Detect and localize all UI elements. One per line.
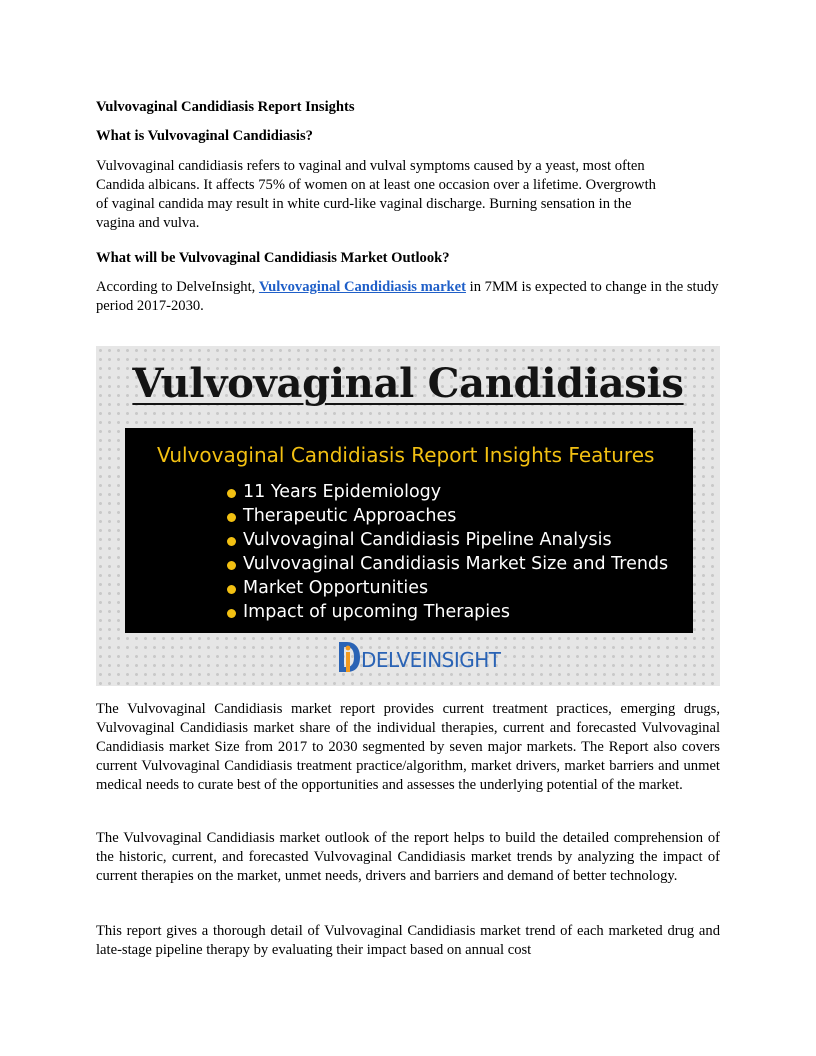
report-banner-image [96,346,720,686]
delveinsight-logo [337,638,501,678]
banner-title: Vulvovaginal Candidiasis [132,360,684,407]
features-panel [125,428,693,633]
logo-text: DELVEINSIGHT [361,648,501,672]
outlook-detail-paragraph: The Vulvovaginal Candidiasis market outlook of the report helps to build the detailed comprehension of the historic, current, and forecasted Vulvovaginal Candidiasis market trends by analyzing the impact of current therapies on the market, unmet needs, drivers and barriers and demand of better technology. [96,830,720,884]
section-heading-what-is: What is Vulvovaginal Candidiasis? [96,128,313,144]
feature-item: Therapeutic Approaches [227,504,668,528]
feature-item: Vulvovaginal Candidiasis Market Size and Trends [227,552,668,576]
features-list [227,480,668,624]
feature-item: Impact of upcoming Therapies [227,600,668,624]
section-heading-market-outlook: What will be Vulvovaginal Candidiasis Market Outlook? [96,250,450,266]
bullet-icon [227,585,236,594]
bullet-icon [227,537,236,546]
feature-item: Market Opportunities [227,576,668,600]
section-heading-report-insights: Vulvovaginal Candidiasis Report Insights [96,99,355,115]
feature-item: Vulvovaginal Candidiasis Pipeline Analysis [227,528,668,552]
report-overview-paragraph: The Vulvovaginal Candidiasis market report provides current treatment practices, emerging drugs, Vulvovaginal Candidiasis market share of the individual therapies, current and forecasted Vulvovaginal Candidiasis market Size from 2017 to 2030 segmented by seven major markets. The Report also covers current Vulvovaginal Candidiasis treatment practice/algorithm, market drivers, market barriers and unmet medical needs to curate best of the opportunities and assesses the underlying potential of the market. [96,701,720,793]
bullet-icon [227,609,236,618]
delveinsight-logo-mark-icon [337,638,361,678]
feature-item: 11 Years Epidemiology [227,480,668,504]
bullet-icon [227,489,236,498]
outlook-suffix: in 7MM is expected to change in the study period 2017-2030. [96,279,719,314]
market-link[interactable]: Vulvovaginal Candidiasis market [258,279,466,295]
bullet-icon [227,513,236,522]
outlook-prefix: According to DelveInsight, [96,279,259,295]
features-panel-title: Vulvovaginal Candidiasis Report Insights Features [157,443,655,467]
outlook-paragraph [96,278,720,316]
bullet-icon [227,561,236,570]
trend-detail-paragraph: This report gives a thorough detail of Vulvovaginal Candidiasis market trend of each marketed drug and late-stage pipeline therapy by evaluating their impact based on annual cost [96,923,720,958]
definition-paragraph: Vulvovaginal candidiasis refers to vaginal and vulval symptoms caused by a yeast, most often Candida albicans. It affects 75% of women on at least one occasion over a lifetime. Overgrowth of vaginal candida may result in white curd-like vaginal discharge. Burning sensation in the vagina and vulva. [96,158,656,231]
